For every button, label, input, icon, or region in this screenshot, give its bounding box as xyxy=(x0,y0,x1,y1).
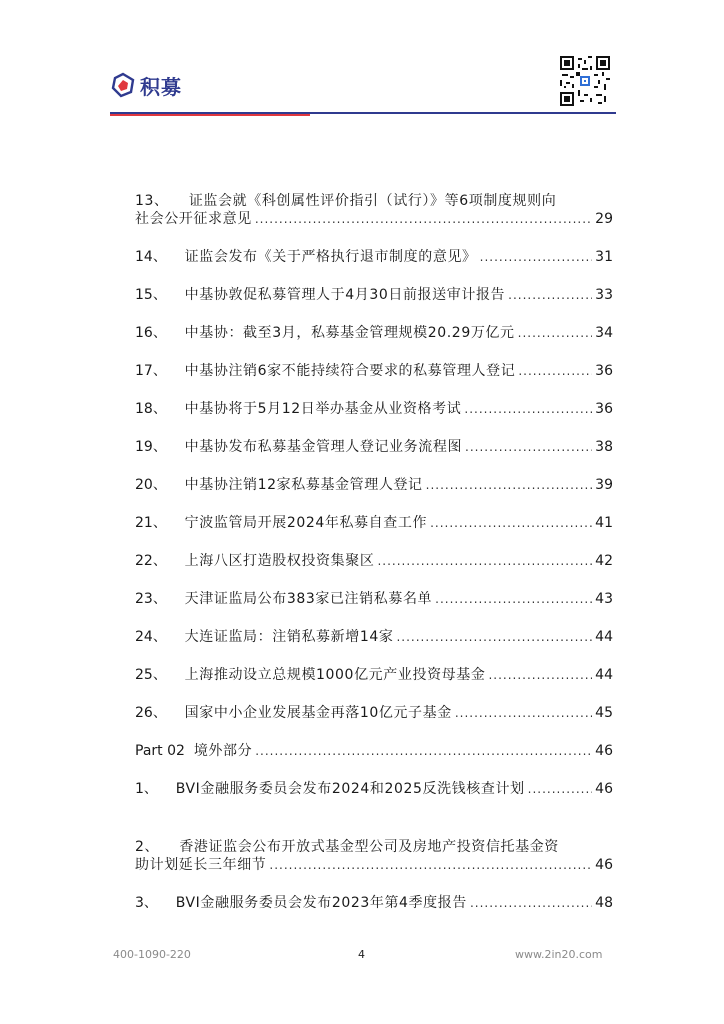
toc-entry-number: 21、 xyxy=(135,515,167,531)
toc-entry-title: BVI金融服务委员会发布2023年第4季度报告 xyxy=(175,895,467,911)
footer-website-link[interactable]: www.2in20.com xyxy=(515,948,603,961)
toc-entry-title: 国家中小企业发展基金再落10亿元子基金 xyxy=(184,705,452,721)
toc-leader-dots xyxy=(426,476,593,494)
toc-leader-dots xyxy=(430,514,592,532)
toc-leader-dots xyxy=(518,362,592,380)
toc-entry-page: 45 xyxy=(595,705,613,721)
toc-leader-dots xyxy=(518,324,593,342)
logo-text: 积募 xyxy=(140,74,182,99)
toc-entry-title-line1: 证监会就《科创属性评价指引（试行）》等6项制度规则向 xyxy=(188,193,557,209)
toc-entry-page: 39 xyxy=(595,477,613,493)
toc-entry-number: 18、 xyxy=(135,401,167,417)
toc-entry[interactable] xyxy=(135,760,613,798)
toc-entry[interactable] xyxy=(135,380,613,418)
table-of-contents xyxy=(135,152,613,912)
toc-entry-number: 19、 xyxy=(135,439,167,455)
toc-leader-dots xyxy=(435,590,592,608)
toc-entry[interactable] xyxy=(135,608,613,646)
brand-logo[interactable] xyxy=(110,68,182,102)
toc-entry[interactable] xyxy=(135,874,613,912)
toc-entry-title: 中基协敦促私募管理人于4月30日前报送审计报告 xyxy=(184,287,506,303)
toc-leader-dots xyxy=(488,666,592,684)
toc-entry-page: 41 xyxy=(595,515,613,531)
toc-entry[interactable] xyxy=(135,684,613,722)
toc-entry-number: 1、 xyxy=(135,781,158,797)
toc-entry-title: 中基协将于5月12日举办基金从业资格考试 xyxy=(184,401,462,417)
toc-entry-title: BVI金融服务委员会发布2024和2025反洗钱核查计划 xyxy=(175,781,525,797)
toc-leader-dots xyxy=(508,286,592,304)
toc-entry[interactable] xyxy=(135,494,613,532)
toc-entry-title: 中基协注销12家私募基金管理人登记 xyxy=(184,477,423,493)
toc-entry-page: 29 xyxy=(595,211,613,227)
toc-entry-number: 14、 xyxy=(135,249,167,265)
toc-entry-first-line xyxy=(135,818,613,856)
toc-leader-dots xyxy=(464,400,592,418)
toc-entry-number: 2、 xyxy=(135,839,160,855)
toc-entry[interactable] xyxy=(135,570,613,608)
toc-entry-title: 中基协注销6家不能持续符合要求的私募管理人登记 xyxy=(184,363,516,379)
toc-leader-dots xyxy=(269,856,592,874)
toc-entry-title: 社会公开征求意见 xyxy=(135,211,252,227)
toc-entry[interactable] xyxy=(135,304,613,342)
header-rule-red xyxy=(110,114,310,116)
toc-entry-page: 44 xyxy=(595,667,613,683)
toc-entry[interactable] xyxy=(135,646,613,684)
toc-entry[interactable] xyxy=(135,418,613,456)
toc-entry-number: 24、 xyxy=(135,629,167,645)
toc-entry-page: 36 xyxy=(595,363,613,379)
toc-entry[interactable] xyxy=(135,228,613,266)
toc-entry-number: 16、 xyxy=(135,325,167,341)
toc-entry[interactable] xyxy=(135,342,613,380)
toc-entry-number: 22、 xyxy=(135,553,167,569)
toc-entry-number: 17、 xyxy=(135,363,167,379)
toc-leader-dots xyxy=(480,248,593,266)
toc-entry[interactable] xyxy=(135,532,613,570)
footer-phone: 400-1090-220 xyxy=(113,948,191,961)
toc-leader-dots xyxy=(255,210,592,228)
toc-entry-first-line xyxy=(135,172,613,210)
toc-entry-page: 46 xyxy=(595,781,613,797)
toc-entry-title: 助计划延长三年细节 xyxy=(135,857,267,873)
toc-leader-dots xyxy=(470,894,592,912)
qr-code-icon[interactable] xyxy=(560,56,610,106)
toc-entry-title: 中基协：截至3月，私募基金管理规模20.29万亿元 xyxy=(184,325,515,341)
toc-entry-title: 上海八区打造股权投资集聚区 xyxy=(184,553,375,569)
toc-entry-page: 38 xyxy=(595,439,613,455)
toc-leader-dots xyxy=(465,438,592,456)
page-number: 4 xyxy=(358,948,365,961)
toc-entry-number: 25、 xyxy=(135,667,167,683)
toc-entry-title: 证监会发布《关于严格执行退市制度的意见》 xyxy=(184,249,477,265)
toc-entry[interactable] xyxy=(135,798,613,874)
toc-entry[interactable] xyxy=(135,266,613,304)
toc-entry-title: 中基协发布私募基金管理人登记业务流程图 xyxy=(184,439,463,455)
toc-entry-page: 43 xyxy=(595,591,613,607)
toc-entry-number: 13、 xyxy=(135,193,169,209)
toc-entry-number: 3、 xyxy=(135,895,158,911)
toc-entry-number: 15、 xyxy=(135,287,167,303)
toc-leader-dots xyxy=(528,780,593,798)
toc-section-label: Part 02 xyxy=(135,743,185,759)
toc-leader-dots xyxy=(396,628,592,646)
toc-entry[interactable] xyxy=(135,152,613,228)
page-footer xyxy=(0,948,724,968)
toc-entry-page: 31 xyxy=(595,249,613,265)
toc-section-title: 境外部分 xyxy=(193,743,253,759)
toc-entry-page: 44 xyxy=(595,629,613,645)
toc-section-entry[interactable] xyxy=(135,722,613,760)
toc-entry-number: 20、 xyxy=(135,477,167,493)
toc-entry-page: 46 xyxy=(595,743,613,759)
toc-entry[interactable] xyxy=(135,456,613,494)
toc-entry-page: 48 xyxy=(595,895,613,911)
toc-leader-dots xyxy=(455,704,592,722)
toc-entry-number: 26、 xyxy=(135,705,167,721)
logo-icon xyxy=(110,72,136,98)
toc-entry-title: 天津证监局公布383家已注销私募名单 xyxy=(184,591,433,607)
toc-entry-page: 42 xyxy=(595,553,613,569)
toc-entry-title-line1: 香港证监会公布开放式基金型公司及房地产投资信托基金资 xyxy=(179,839,559,855)
toc-entry-title: 上海推动设立总规模1000亿元产业投资母基金 xyxy=(184,667,486,683)
toc-entry-page: 33 xyxy=(595,287,613,303)
toc-entry-page: 34 xyxy=(595,325,613,341)
toc-entry-title: 大连证监局：注销私募新增14家 xyxy=(184,629,394,645)
toc-entry-title: 宁波监管局开展2024年私募自查工作 xyxy=(184,515,428,531)
toc-leader-dots xyxy=(255,742,592,760)
toc-entry-page: 36 xyxy=(595,401,613,417)
toc-entry-number: 23、 xyxy=(135,591,167,607)
toc-leader-dots xyxy=(377,552,592,570)
toc-entry-page: 46 xyxy=(595,857,613,873)
page-header xyxy=(0,0,724,120)
